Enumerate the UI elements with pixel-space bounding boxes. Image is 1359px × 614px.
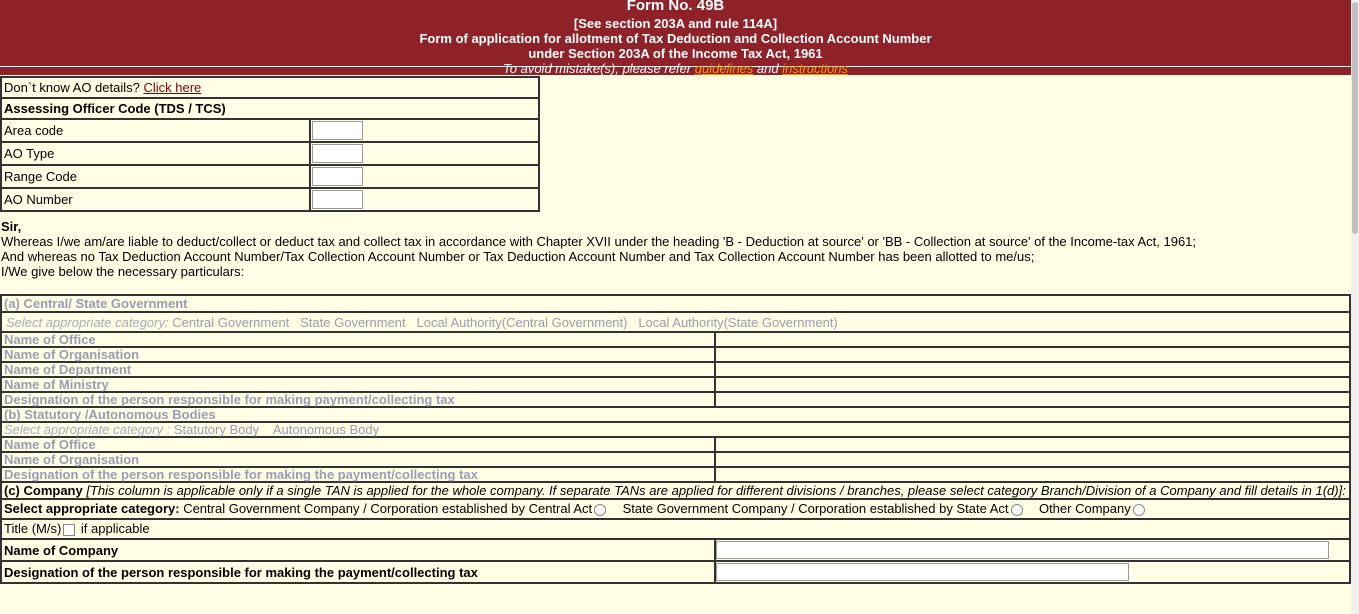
c-designation-label: Designation of the person responsible for making the payment/collecting tax [1,561,715,583]
range-code-label: Range Code [1,165,310,188]
section-b-heading: (b) Statutory /Autonomous Bodies [1,407,1350,422]
scrollbar-thumb[interactable] [1352,2,1358,234]
salutation: Sir, [1,219,22,234]
a-name-of-department-field[interactable] [715,362,1350,377]
title-row: Title (M/s) if applicable [1,519,1350,539]
vertical-scrollbar[interactable] [1351,0,1359,614]
mistake-note: To avoid mistake(s), please refer guidelines and instructions [503,61,848,75]
a-name-of-organisation-label: Name of Organisation [1,347,715,362]
form-description-2: under Section 203A of the Income Tax Act, 1961 [528,46,823,61]
range-code-input[interactable] [312,167,363,186]
form-title: Form No. 49B [626,0,725,14]
section-a-category-row: Select appropriate category: Central Government State Government Local Authority(Central Government) Local Authority(State Government) [1,312,1350,332]
b-name-of-organisation-label: Name of Organisation [1,452,715,467]
other-company-radio[interactable] [1133,504,1145,516]
ao-number-input[interactable] [312,190,363,209]
section-c-heading-row [1,482,1350,499]
application-letter [1,219,1196,279]
company-name-label: Name of Company [1,539,715,561]
ao-click-here-link[interactable]: Click here [143,80,202,95]
form-subtitle: [See section 203A and rule 114A] [573,16,778,31]
section-b-category-row: Select appropriate category : Statutory Body Autonomous Body [1,422,1350,437]
section-c-heading: (c) Company [4,483,83,498]
a-name-of-ministry-label: Name of Ministry [1,377,715,392]
area-code-label: Area code [1,119,310,142]
central-govt-company-radio[interactable] [594,504,606,516]
ao-help-row: Don`t know AO details? Click here [1,77,539,98]
a-designation-label: Designation of the person responsible for making payment/collecting tax [1,392,715,407]
letter-line-2: And whereas no Tax Deduction Account Number/Tax Collection Account Number or Tax Deduction Account Number and Tax Collection Account Number has been allotted to me/us; [1,249,1035,264]
ao-heading: Assessing Officer Code (TDS / TCS) [1,98,539,119]
instructions-link[interactable]: instructions [782,61,848,75]
ao-number-label: AO Number [1,188,310,211]
a-name-of-department-label: Name of Department [1,362,715,377]
option-central-government[interactable]: Central Government [172,314,290,330]
section-c-category-row: Select appropriate category: Central Government Company / Corporation established by Central Act State Government Company / Corporation established by State Act Other Company [1,499,1350,519]
applicant-category-table [0,294,1351,584]
a-name-of-office-label: Name of Office [1,332,715,347]
a-name-of-office-field[interactable] [715,332,1350,347]
b-designation-label: Designation of the person responsible for making the payment/collecting tax [1,467,715,482]
area-code-input[interactable] [312,121,363,140]
ao-code-table [0,76,540,212]
option-local-authority-state[interactable]: Local Authority(State Government) [638,314,838,330]
option-state-government[interactable]: State Government [300,314,406,330]
option-local-authority-central[interactable]: Local Authority(Central Government) [416,314,628,330]
letter-line-1: Whereas I/we am/are liable to deduct/collect or deduct tax and collect tax in accordance with Chapter XVII under the heading 'B - Deduction at source' or 'BB - Collection at source' of the Income-tax Act, 1961; [1,234,1197,249]
form-header [0,0,1351,75]
c-designation-input[interactable] [716,563,1129,581]
b-name-of-office-label: Name of Office [1,437,715,452]
option-statutory-body[interactable]: Statutory Body [173,422,260,437]
b-name-of-organisation-field[interactable] [715,452,1350,467]
b-name-of-office-field[interactable] [715,437,1350,452]
guidelines-link[interactable]: guidelines [694,61,754,75]
ao-type-label: AO Type [1,142,310,165]
state-govt-company-radio[interactable] [1011,504,1023,516]
ao-type-input[interactable] [312,144,363,163]
a-name-of-organisation-field[interactable] [715,347,1350,362]
a-name-of-ministry-field[interactable] [715,377,1350,392]
b-designation-field[interactable] [715,467,1350,482]
a-designation-field[interactable] [715,392,1350,407]
section-a-heading: (a) Central/ State Government [1,295,1350,312]
company-name-input[interactable] [716,541,1329,559]
letter-line-3: I/We give below the necessary particulars: [1,264,245,279]
form-description-1: Form of application for allotment of Tax Deduction and Collection Account Number [419,31,932,46]
option-autonomous-body[interactable]: Autonomous Body [272,422,380,437]
title-ms-checkbox[interactable] [63,524,75,536]
section-c-note: [This column is applicable only if a single TAN is applied for the whole company. If separate TANs are applied for different divisions / branches, please select category Branch/Division of a Company and fill details in 1(d)]: [86,483,1346,498]
